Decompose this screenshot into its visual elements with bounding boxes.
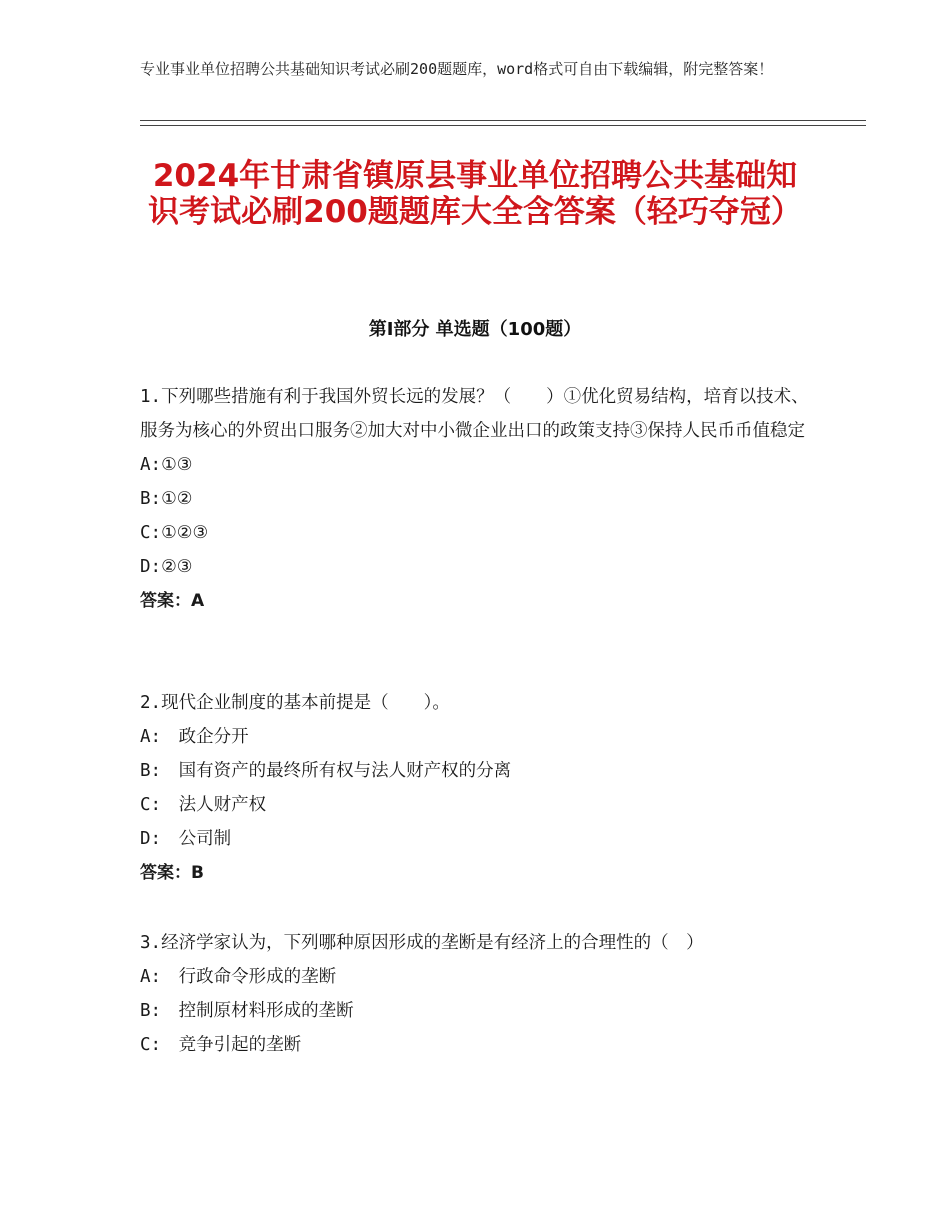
header-divider	[140, 120, 866, 126]
option-b: B:①②	[140, 489, 193, 509]
option-a: A:①③	[140, 455, 193, 475]
question-stem: 2.现代企业制度的基本前提是（ ）。	[140, 693, 450, 713]
option-c: C:①②③	[140, 523, 209, 543]
document-title: 2024年甘肃省镇原县事业单位招聘公共基础知识考试必刷200题题库大全含答案（轻巧夺冠）	[148, 158, 802, 230]
option-a: A: 行政命令形成的垄断	[140, 967, 337, 987]
question-3	[140, 926, 810, 1062]
option-a: A: 政企分开	[140, 727, 249, 747]
option-d: D:②③	[140, 557, 193, 577]
option-b: B: 国有资产的最终所有权与法人财产权的分离	[140, 761, 512, 781]
option-c: C: 法人财产权	[140, 795, 267, 815]
question-1	[140, 380, 810, 618]
section-heading: 第I部分 单选题（100题）	[368, 319, 582, 340]
header-note: 专业事业单位招聘公共基础知识考试必刷200题题库，word格式可自由下载编辑，附完整答案！	[140, 60, 774, 78]
question-stem: 3.经济学家认为，下列哪种原因形成的垄断是有经济上的合理性的（ ）	[140, 933, 704, 953]
question-2	[140, 686, 810, 890]
answer: 答案：A	[140, 591, 205, 611]
option-d: D: 公司制	[140, 829, 232, 849]
question-stem: 1.下列哪些措施有利于我国外贸长远的发展？（ ）①优化贸易结构，培育以技术、服务为核心的外贸出口服务②加大对中小微企业出口的政策支持③保持人民币币值稳定	[140, 387, 809, 441]
option-c: C: 竞争引起的垄断	[140, 1035, 302, 1055]
option-b: B: 控制原材料形成的垄断	[140, 1001, 354, 1021]
answer: 答案：B	[140, 863, 204, 883]
